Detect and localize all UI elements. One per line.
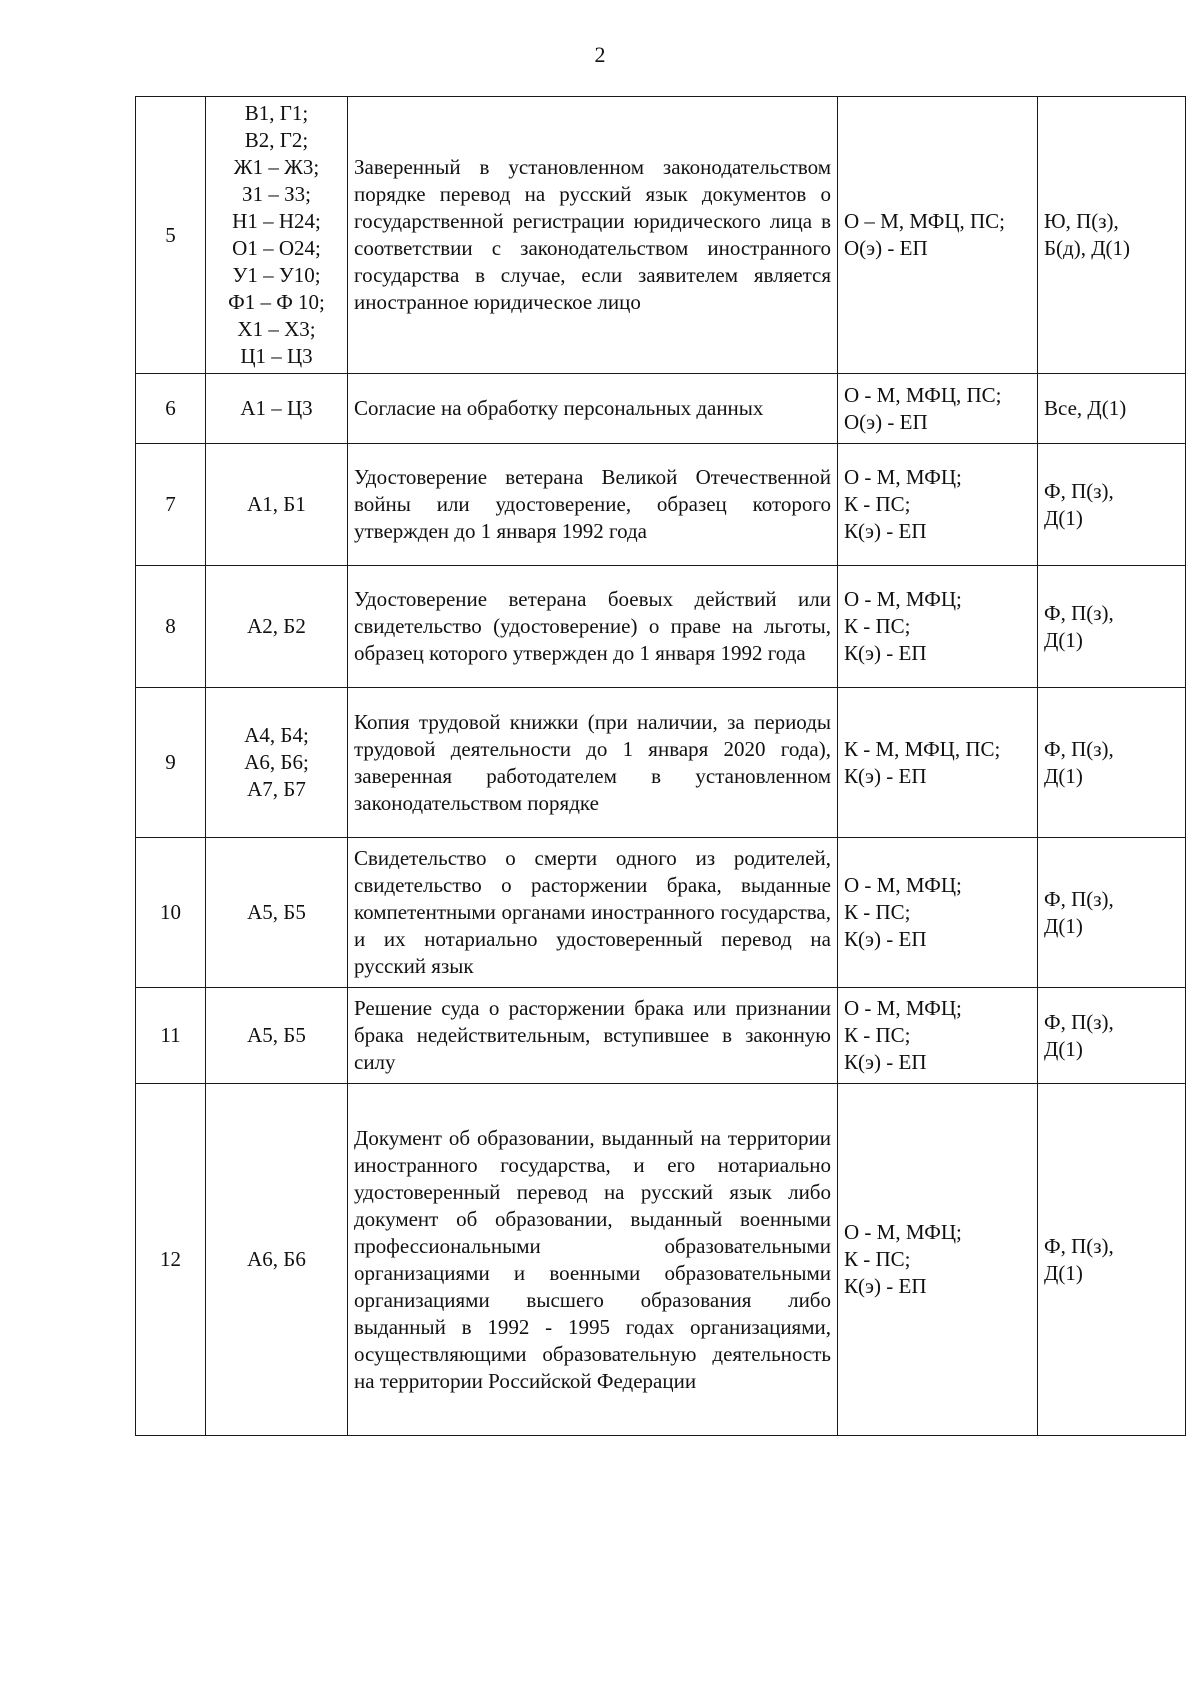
provider-line: Б(д), Д(1) bbox=[1044, 236, 1131, 260]
provider-codes bbox=[1038, 374, 1186, 444]
documents-table bbox=[135, 96, 1186, 1436]
provider-line: Ф, П(з), bbox=[1044, 478, 1114, 503]
code-line: А6, Б6 bbox=[247, 1247, 306, 1271]
row-number: 6 bbox=[136, 374, 206, 444]
code-line: А7, Б7 bbox=[247, 777, 306, 801]
row-number: 8 bbox=[136, 566, 206, 688]
form-line: К - ПС; bbox=[844, 900, 911, 924]
form-line: О - М, МФЦ; bbox=[844, 873, 962, 897]
submission-form bbox=[838, 838, 1038, 988]
provider-line: Ю, П(з), bbox=[1044, 209, 1119, 233]
provider-line: Д(1) bbox=[1044, 1036, 1083, 1061]
provider-line: Д(1) bbox=[1044, 1260, 1083, 1285]
row-number: 7 bbox=[136, 444, 206, 566]
provider-line: Ф, П(з), bbox=[1044, 600, 1114, 625]
row-number: 11 bbox=[136, 988, 206, 1084]
provider-codes bbox=[1038, 1084, 1186, 1436]
code-line: А1, Б1 bbox=[247, 492, 306, 516]
document-description: Копия трудовой книжки (при наличии, за периоды трудовой деятельности до 1 января 2020 года), заверенная работодателем в установленном законодательством порядке bbox=[348, 688, 838, 838]
table-row bbox=[136, 566, 1186, 688]
code-line: А1 – Ц3 bbox=[240, 396, 313, 420]
form-line: К(э) - ЕП bbox=[844, 519, 927, 543]
document-description: Заверенный в установленном законодательством порядке перевод на русский язык документов о государственной регистрации юридического лица в соответствии с законодательством иностранного государства в случае, если заявителем является иностранное юридическое лицо bbox=[348, 97, 838, 374]
provider-codes bbox=[1038, 988, 1186, 1084]
form-line: О(э) - ЕП bbox=[844, 409, 928, 434]
submission-form bbox=[838, 1084, 1038, 1436]
provider-line: Ф, П(з), bbox=[1044, 1233, 1114, 1258]
form-line: О(э) - ЕП bbox=[844, 236, 928, 260]
form-line: К(э) - ЕП bbox=[844, 927, 927, 951]
code-line: А6, Б6; bbox=[244, 750, 309, 774]
provider-line: Д(1) bbox=[1044, 763, 1083, 788]
code-line: А2, Б2 bbox=[247, 614, 306, 638]
form-line: О - М, МФЦ; bbox=[844, 996, 962, 1020]
document-description: Согласие на обработку персональных данных bbox=[348, 374, 838, 444]
applicant-codes bbox=[206, 97, 348, 374]
form-line: О - М, МФЦ; bbox=[844, 587, 962, 611]
row-number: 9 bbox=[136, 688, 206, 838]
provider-codes bbox=[1038, 688, 1186, 838]
provider-line: Ф, П(з), bbox=[1044, 736, 1114, 761]
provider-line: Ф, П(з), bbox=[1044, 886, 1114, 911]
provider-codes bbox=[1038, 444, 1186, 566]
code-line: Ц1 – Ц3 bbox=[240, 344, 313, 368]
form-line: К - ПС; bbox=[844, 1023, 911, 1047]
row-number: 10 bbox=[136, 838, 206, 988]
form-line: О - М, МФЦ, ПС; bbox=[844, 382, 1002, 407]
applicant-codes bbox=[206, 838, 348, 988]
provider-line: Д(1) bbox=[1044, 627, 1083, 652]
code-line: А5, Б5 bbox=[247, 900, 306, 924]
form-line: О – М, МФЦ, ПС; bbox=[844, 209, 1005, 233]
code-line: Ф1 – Ф 10; bbox=[228, 290, 325, 314]
page-number: 2 bbox=[594, 42, 606, 67]
code-line: В2, Г2; bbox=[244, 128, 309, 152]
form-line: К - М, МФЦ, ПС; bbox=[844, 736, 1001, 761]
code-line: А5, Б5 bbox=[247, 1023, 306, 1047]
form-line: К(э) - ЕП bbox=[844, 1050, 927, 1074]
submission-form bbox=[838, 988, 1038, 1084]
applicant-codes bbox=[206, 688, 348, 838]
code-line: Н1 – Н24; bbox=[232, 209, 321, 233]
applicant-codes bbox=[206, 374, 348, 444]
table-row bbox=[136, 838, 1186, 988]
provider-line: Д(1) bbox=[1044, 505, 1083, 530]
document-description: Документ об образовании, выданный на территории иностранного государства, и его нотариально удостоверенный перевод на русский язык либо документ об образовании, выданный военными профессиональными образовательными организациями и военными образовательными организациями высшего образования либо выданный в 1992 - 1995 годах организациями, осуществляющими образовательную деятельность на территории Российской Федерации bbox=[348, 1084, 838, 1436]
documents-table-body bbox=[136, 97, 1186, 1436]
code-line: У1 – У10; bbox=[232, 263, 321, 287]
code-line: Ж1 – Ж3; bbox=[233, 155, 320, 179]
form-line: К(э) - ЕП bbox=[844, 1274, 927, 1298]
table-row bbox=[136, 1084, 1186, 1436]
provider-line: Ф, П(з), bbox=[1044, 1009, 1114, 1034]
form-line: К - ПС; bbox=[844, 1247, 911, 1271]
code-line: О1 – О24; bbox=[232, 236, 321, 260]
form-line: К - ПС; bbox=[844, 492, 911, 516]
row-number: 5 bbox=[136, 97, 206, 374]
document-description: Решение суда о расторжении брака или признании брака недействительным, вступившее в законную силу bbox=[348, 988, 838, 1084]
submission-form bbox=[838, 566, 1038, 688]
submission-form bbox=[838, 444, 1038, 566]
form-line: К(э) - ЕП bbox=[844, 763, 927, 788]
document-description: Удостоверение ветерана боевых действий или свидетельство (удостоверение) о праве на льготы, образец которого утвержден до 1 января 1992 года bbox=[348, 566, 838, 688]
code-line: В1, Г1; bbox=[244, 101, 309, 125]
document-description: Удостоверение ветерана Великой Отечественной войны или удостоверение, образец которого утвержден до 1 января 1992 года bbox=[348, 444, 838, 566]
table-row bbox=[136, 688, 1186, 838]
applicant-codes bbox=[206, 988, 348, 1084]
provider-codes bbox=[1038, 566, 1186, 688]
table-row bbox=[136, 444, 1186, 566]
provider-line: Все, Д(1) bbox=[1044, 396, 1127, 420]
code-line: З1 – З3; bbox=[242, 182, 311, 206]
submission-form bbox=[838, 374, 1038, 444]
form-line: О - М, МФЦ; bbox=[844, 1220, 962, 1244]
table-row bbox=[136, 988, 1186, 1084]
applicant-codes bbox=[206, 566, 348, 688]
form-line: К - ПС; bbox=[844, 614, 911, 638]
table-row bbox=[136, 374, 1186, 444]
provider-codes bbox=[1038, 97, 1186, 374]
table-row bbox=[136, 97, 1186, 374]
code-line: Х1 – Х3; bbox=[237, 317, 316, 341]
applicant-codes bbox=[206, 1084, 348, 1436]
provider-codes bbox=[1038, 838, 1186, 988]
submission-form bbox=[838, 688, 1038, 838]
document-description: Свидетельство о смерти одного из родителей, свидетельство о расторжении брака, выданные компетентными органами иностранного государства, и их нотариально удостоверенный перевод на русский язык bbox=[348, 838, 838, 988]
code-line: А4, Б4; bbox=[244, 723, 309, 747]
submission-form bbox=[838, 97, 1038, 374]
form-line: К(э) - ЕП bbox=[844, 641, 927, 665]
form-line: О - М, МФЦ; bbox=[844, 465, 962, 489]
applicant-codes bbox=[206, 444, 348, 566]
row-number: 12 bbox=[136, 1084, 206, 1436]
provider-line: Д(1) bbox=[1044, 913, 1083, 938]
